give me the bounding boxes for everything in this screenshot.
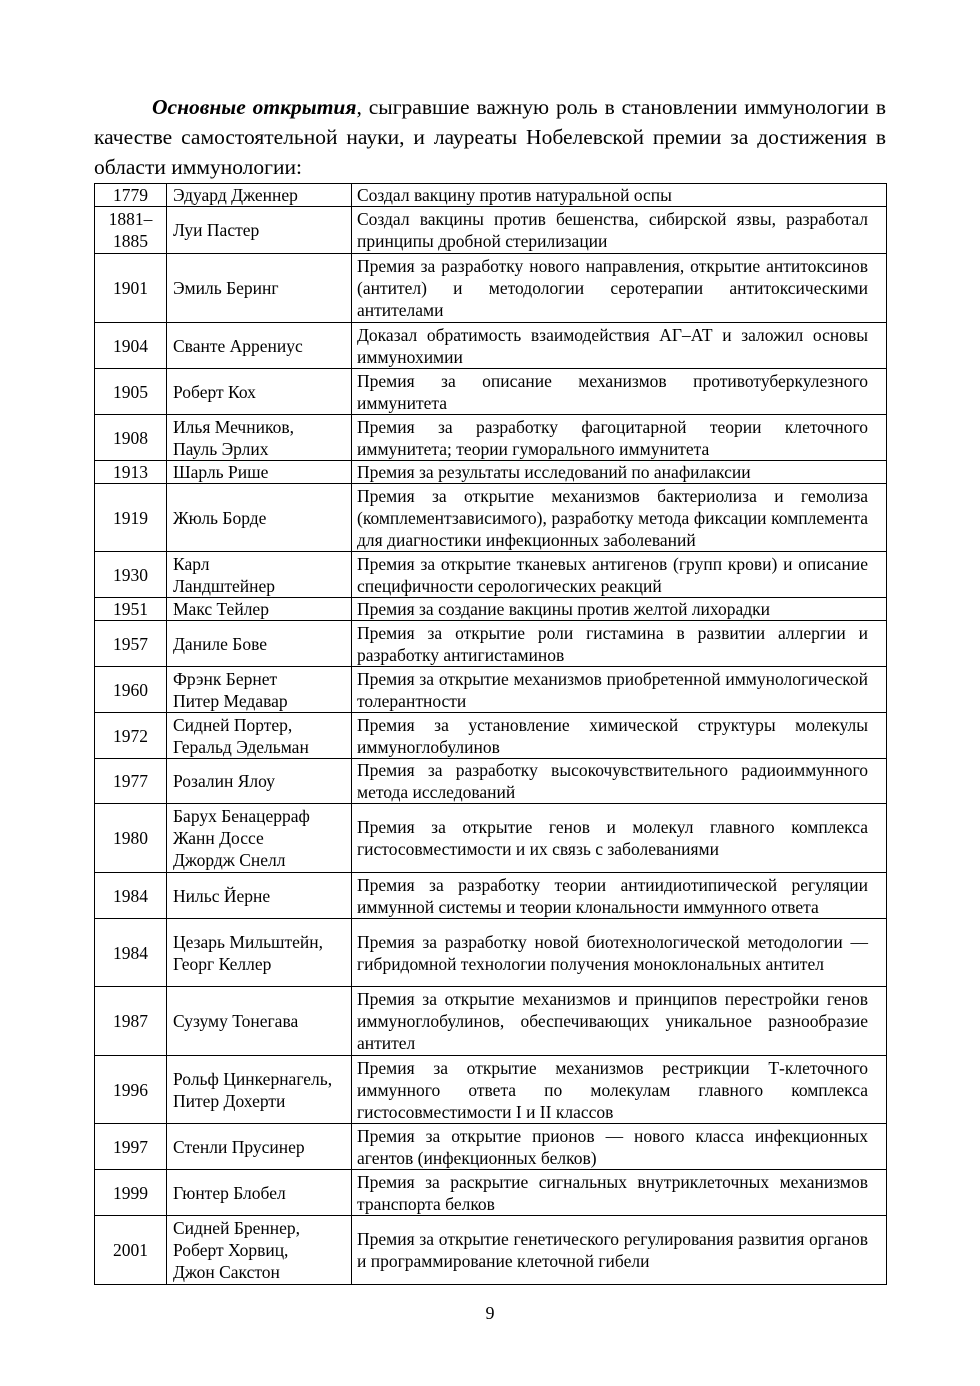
- description-cell: Создал вакцины против бешенства, сибирской язвы, разработал принципы дробной стерилизации: [352, 207, 887, 254]
- intro-text: , сыгравшие важную роль в становлении иммунологии в качестве самостоятельной науки, и лауреаты Нобелевской премии за достижения в области иммунологии:: [94, 95, 886, 179]
- description-cell: Премия за открытие прионов — нового класса инфекционных агентов (инфекционных белков): [352, 1124, 887, 1170]
- description-cell: Премия за разработку нового направления, открытие антитоксинов (антител) и методологии серотерапии антитоксическими антителами: [352, 254, 887, 323]
- laureate-cell: Цезарь Мильштейн, Георг Келлер: [167, 919, 352, 987]
- page-number: 9: [485, 1303, 495, 1323]
- description-cell: Премия за открытие генетического регулирования развития органов и программирование клеточной гибели: [352, 1216, 887, 1285]
- description-cell: Премия за открытие механизмов приобретенной иммунологической толерантности: [352, 667, 887, 713]
- description-cell: Премия за открытие тканевых антигенов (групп крови) и описание специфичности серологических реакций: [352, 552, 887, 598]
- table-row: [95, 919, 887, 987]
- year-cell: 1908: [95, 415, 167, 461]
- year-cell: 1984: [95, 919, 167, 987]
- laureate-cell: Сидней Бреннер, Роберт Хорвиц, Джон Сакстон: [167, 1216, 352, 1285]
- year-cell: 1997: [95, 1124, 167, 1170]
- table-row: [95, 415, 887, 461]
- laureate-cell: Даниле Бове: [167, 621, 352, 667]
- year-cell: 1960: [95, 667, 167, 713]
- table-row: [95, 323, 887, 369]
- year-cell: 1779: [95, 184, 167, 207]
- table-row: [95, 667, 887, 713]
- table-row: [95, 1216, 887, 1285]
- laureate-cell: Сидней Портер, Геральд Эдельман: [167, 713, 352, 759]
- table-row: [95, 598, 887, 621]
- year-cell: 1881– 1885: [95, 207, 167, 254]
- description-cell: Премия за раскрытие сигнальных внутриклеточных механизмов транспорта белков: [352, 1170, 887, 1216]
- table-row: [95, 759, 887, 804]
- year-cell: 1972: [95, 713, 167, 759]
- laureate-cell: Эдуард Дженнер: [167, 184, 352, 207]
- laureate-cell: Сванте Аррениус: [167, 323, 352, 369]
- description-cell: Премия за описание механизмов противотуберкулезного иммунитета: [352, 369, 887, 415]
- laureate-cell: Сузуму Тонегава: [167, 987, 352, 1056]
- table-row: [95, 461, 887, 484]
- table-row: [95, 552, 887, 598]
- description-cell: Премия за разработку теории антиидиотипической регуляции иммунной системы и теории клональности иммунного ответа: [352, 873, 887, 919]
- laureate-cell: Нильс Йерне: [167, 873, 352, 919]
- table-row: [95, 1170, 887, 1216]
- year-cell: 1930: [95, 552, 167, 598]
- description-cell: Премия за открытие генов и молекул главного комплекса гистосовместимости и их связь с заболеваниями: [352, 804, 887, 873]
- table-row: [95, 369, 887, 415]
- year-cell: 1919: [95, 484, 167, 552]
- year-cell: 1987: [95, 987, 167, 1056]
- laureate-cell: Илья Мечников, Пауль Эрлих: [167, 415, 352, 461]
- description-cell: Премия за открытие механизмов бактериолиза и гемолиза (комплементзависимого), разработку метода фиксации комплемента для диагностики инфекционных заболеваний: [352, 484, 887, 552]
- laureate-cell: Фрэнк Бернет Питер Медавар: [167, 667, 352, 713]
- year-cell: 1996: [95, 1056, 167, 1124]
- laureate-cell: Карл Ландштейнер: [167, 552, 352, 598]
- laureate-cell: Роберт Кох: [167, 369, 352, 415]
- discoveries-table-body: [95, 184, 887, 1285]
- description-cell: Доказал обратимость взаимодействия АГ–АТ и заложил основы иммунохимии: [352, 323, 887, 369]
- year-cell: 1905: [95, 369, 167, 415]
- description-cell: Премия за создание вакцины против желтой лихорадки: [352, 598, 887, 621]
- description-cell: Премия за разработку фагоцитарной теории клеточного иммунитета; теории гуморального иммунитета: [352, 415, 887, 461]
- table-row: [95, 484, 887, 552]
- table-row: [95, 621, 887, 667]
- laureate-cell: Барух Бенацерраф Жанн Доссе Джордж Снелл: [167, 804, 352, 873]
- laureate-cell: Стенли Прусинер: [167, 1124, 352, 1170]
- description-cell: Премия за открытие роли гистамина в развитии аллергии и разработку антигистаминов: [352, 621, 887, 667]
- year-cell: 1904: [95, 323, 167, 369]
- description-cell: Премия за разработку высокочувствительного радиоиммунного метода исследований: [352, 759, 887, 804]
- table-row: [95, 254, 887, 323]
- year-cell: 1980: [95, 804, 167, 873]
- table-row: [95, 184, 887, 207]
- description-cell: Премия за открытие механизмов рестрикции Т-клеточного иммунного ответа по молекулам главного комплекса гистосовместимости I и II классов: [352, 1056, 887, 1124]
- table-row: [95, 207, 887, 254]
- year-cell: 1984: [95, 873, 167, 919]
- table-row: [95, 804, 887, 873]
- intro-lead: Основные открытия: [152, 95, 357, 119]
- description-cell: Премия за разработку новой биотехнологической методологии — гибридомной технологии получения моноклональных антител: [352, 919, 887, 987]
- description-cell: Премия за результаты исследований по анафилаксии: [352, 461, 887, 484]
- year-cell: 1951: [95, 598, 167, 621]
- intro-paragraph: [94, 92, 886, 182]
- table-row: [95, 987, 887, 1056]
- description-cell: Создал вакцину против натуральной оспы: [352, 184, 887, 207]
- discoveries-table: [94, 183, 887, 1285]
- year-cell: 1957: [95, 621, 167, 667]
- laureate-cell: Луи Пастер: [167, 207, 352, 254]
- laureate-cell: Гюнтер Блобел: [167, 1170, 352, 1216]
- description-cell: Премия за установление химической структуры молекулы иммуноглобулинов: [352, 713, 887, 759]
- table-row: [95, 1124, 887, 1170]
- laureate-cell: Шарль Рише: [167, 461, 352, 484]
- year-cell: 1901: [95, 254, 167, 323]
- laureate-cell: Макс Тейлер: [167, 598, 352, 621]
- year-cell: 1999: [95, 1170, 167, 1216]
- table-row: [95, 713, 887, 759]
- laureate-cell: Жюль Борде: [167, 484, 352, 552]
- description-cell: Премия за открытие механизмов и принципов перестройки генов иммуноглобулинов, обеспечивающих уникальное разнообразие антител: [352, 987, 887, 1056]
- year-cell: 1977: [95, 759, 167, 804]
- year-cell: 2001: [95, 1216, 167, 1285]
- laureate-cell: Эмиль Беринг: [167, 254, 352, 323]
- table-row: [95, 1056, 887, 1124]
- laureate-cell: Рольф Цинкернагель, Питер Дохерти: [167, 1056, 352, 1124]
- table-row: [95, 873, 887, 919]
- laureate-cell: Розалин Ялоу: [167, 759, 352, 804]
- year-cell: 1913: [95, 461, 167, 484]
